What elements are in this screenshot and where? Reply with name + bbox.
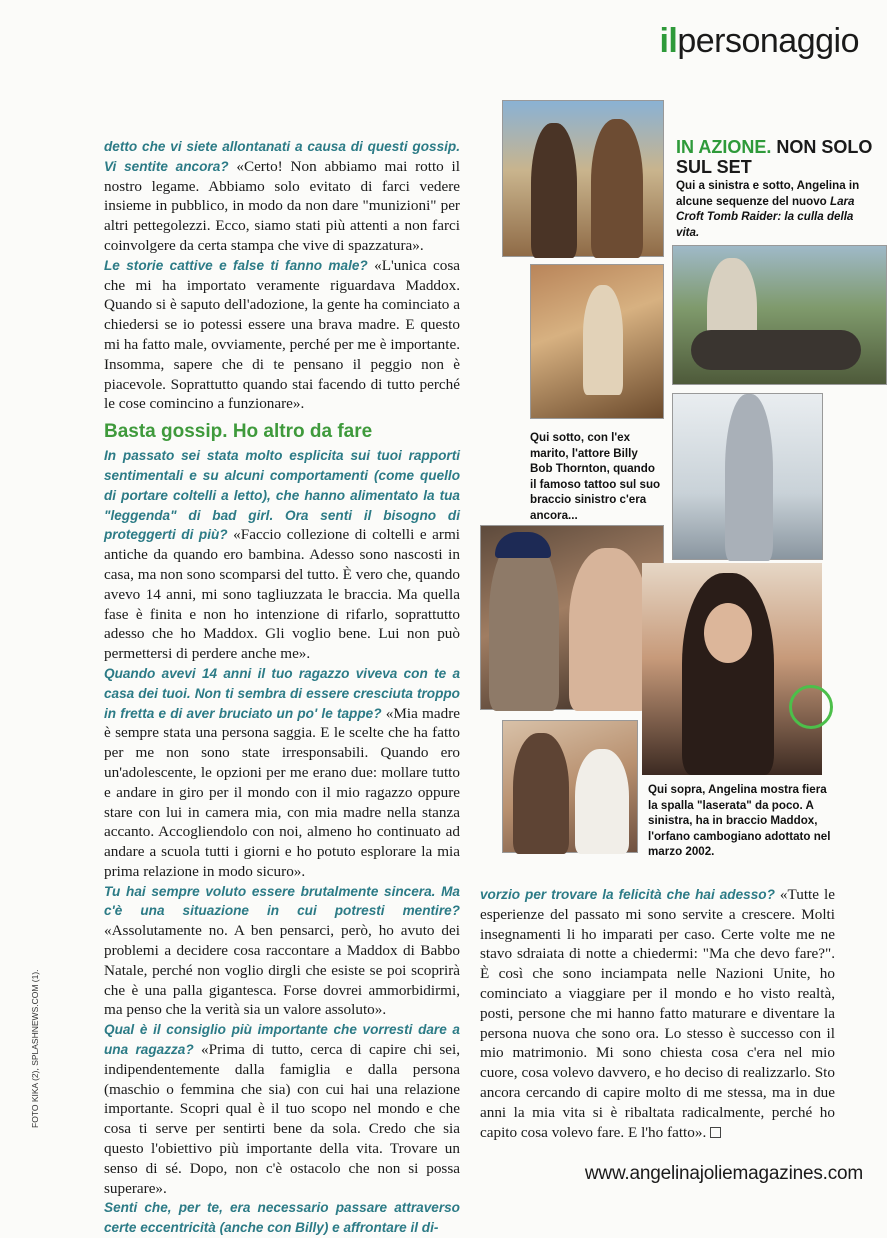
section-header-personaggio: personaggio <box>677 22 859 60</box>
photo-wetsuit-scene <box>672 393 823 560</box>
section-header-il: il <box>659 22 678 60</box>
photo-couple <box>480 525 664 710</box>
question: Qual è il consiglio più importante che vorresti dare a una ragazza? <box>104 1022 460 1058</box>
tattoo-highlight-ring <box>789 685 833 729</box>
paragraph <box>104 1198 460 1238</box>
answer: «L'unica cosa che mi ha importato veramente riguardava Maddox. Quando si è saputo dell'adozione, la gente ha cominciato a chiedersi se io potessi essere una brava madre. E questo mi ha fatto male, ovviamente, perché per me è importante. Insomma, sapere che di te pensano il peggio non è piacevole. Soprattutto quando stai facendo di tutto perché le cose comincino a funzionare». <box>104 256 461 413</box>
photo-portrait <box>642 563 822 775</box>
photo-desert-scene <box>502 100 664 257</box>
answer: «Tutte le esperienze del passato mi sono servite a crescere. Molti insegnamenti li ho imparati per caso. Certe volte me ne stavo sdraiata di notte a chiedermi: "Ma che devo fare?". È così che sono inciampata nelle Nazioni Unite, ho cominciato a viaggiare per il mondo e ho visto realtà, posti, persone che mi hanno fatto maturare e diventare la persona nuova che sono ora. Lo stesso è successo con il mio matrimonio. Mi sono chiesta cosa c'era nel mio cuore, cosa volevo davvero, e ho deciso di realizzarlo. Sto ancora cercando di capire molto di me stessa, ma in due anni la mia vita si è ribaltata radicalmente, perché ho capito cosa volevo fare. E l'ho fatto». <box>480 886 835 1141</box>
caption-ex-husband <box>530 430 662 523</box>
question: Le storie cattive e false ti fanno male? <box>104 257 368 273</box>
right-column <box>480 885 835 1142</box>
caption-maddox <box>648 782 838 860</box>
answer: «Certo! Non abbiamo mai rotto il nostro legame. Abbiamo solo evitato di farci vedere insieme in pubblico, in modo da non dare "munizioni" per altri pettegolezzi. Ecco, siamo stati più attenti a non farci coinvolgere da certa stampa che vive di spazzatura». <box>104 157 460 254</box>
caption-film-title: Lara Croft Tomb Raider: la culla della vita. <box>676 194 855 239</box>
answer: «Prima di tutto, cerca di capire chi sei, indipendentemente dalla famiglia e dalla persona (maschio o femmina che sia) con cui hai una relazione importante. Scopri qual è il tuo scopo nel mondo e che cosa ti serve per sentirti bene da sola. Credo che sia questo l'obiettivo più importante della vita. Trovare un senso di sé. Dopo, non c'è ostacolo che non si possa superare». <box>104 1041 461 1197</box>
paragraph <box>480 885 835 1142</box>
end-mark-icon <box>710 1127 721 1138</box>
caption-ex-husband-text: Qui sotto, con l'ex marito, l'attore Billy Bob Thornton, quando il famoso tattoo sul suo braccio sinistro c'era ancora... <box>530 431 661 522</box>
question: In passato sei stata molto esplicita sui tuoi rapporti sentimentali e su alcuni comportamenti (come quello di portare coltelli a letto), che hanno alimentato la tua "leggenda" di bad girl. Ora senti il bisogno di proteggerti di più? <box>104 448 460 543</box>
photo-tomb-scene <box>530 264 664 419</box>
caption-title-black: NON SOLO SUL SET <box>676 137 873 177</box>
caption-title-green: IN AZIONE. <box>676 137 772 157</box>
left-column <box>104 137 460 1238</box>
paragraph <box>104 446 460 664</box>
caption-title <box>676 137 876 177</box>
subheading: Basta gossip. Ho altro da fare <box>104 421 373 443</box>
caption-film <box>676 178 876 240</box>
watermark: www.angelinajoliemagazines.com <box>584 1163 863 1184</box>
paragraph <box>104 256 460 414</box>
photo-credit: FOTO KIKA (2), SPLASHNEWS.COM (1). <box>30 969 40 1128</box>
paragraph <box>104 882 460 1021</box>
answer: «Faccio collezione di coltelli e armi antiche da quando ero bambina. Adesso sono nascosti in casa, ma non sono scomparsi del tutto. È vero che, quando avevo 14 anni, mi sono tagliuzzata le braccia. Ma quella fase è finita e non ho intenzione di rifarlo, soprattutto adesso che ho Maddox. Gli voglio bene. Lui non può permettersi di perdere anche me». <box>104 526 460 663</box>
paragraph <box>104 137 460 256</box>
question: Tu hai sempre voluto essere brutalmente sincera. Ma c'è una situazione in cui potresti mentire? <box>104 883 460 919</box>
question: Quando avevi 14 anni il tuo ragazzo viveva con te a casa dei tuoi. Non ti sembra di essere cresciuta troppo in fretta e di aver bruciato un po' le tappe? <box>104 665 460 721</box>
answer: «Mia madre è sempre stata una persona saggia. E le scelte che ha fatto per me non sono state irresponsabili. Quando ero un'adolescente, le opzioni per me erano due: mollare tutto e andare in giro per il mondo con il mio ragazzo oppure stare con lui in camera mia, con mia madre nella stanza accanto. Accogliendolo con noi, almeno ho continuato ad andare a scuola tutti i giorni e ho potuto esplorare la mia prima relazione in modo sicuro». <box>104 704 460 880</box>
paragraph <box>104 1020 460 1198</box>
paragraph <box>104 664 460 882</box>
caption-maddox-text: Qui sopra, Angelina mostra fiera la spalla "laserata" da poco. A sinistra, ha in braccio Maddox, l'orfano cambogiano adottato nel marzo 2002. <box>648 783 831 858</box>
photo-mother-child <box>502 720 638 853</box>
caption-film-text: Qui a sinistra e sotto, Angelina in alcune sequenze del nuovo <box>676 179 860 208</box>
section-header <box>659 22 859 61</box>
question: vorzio per trovare la felicità che hai adesso? <box>480 887 775 902</box>
photo-motorbike-scene <box>672 245 887 385</box>
answer: «Assolutamente no. A ben pensarci, però, ho avuto dei problemi a decidere cosa raccontare a Maddox di Babbo Natale, perché non voglio dirgli che esiste se poi scoprirà che è una palla gigantesca. Forse dovrei ammorbidirmi, ma penso che la verità sia un valore assoluto». <box>104 922 460 1019</box>
question: Senti che, per te, era necessario passare attraverso certe eccentricità (anche con Billy) e affrontare il di- <box>104 1200 460 1236</box>
question: detto che vi siete allontanati a causa di questi gossip. Vi sentite ancora? <box>104 139 460 174</box>
